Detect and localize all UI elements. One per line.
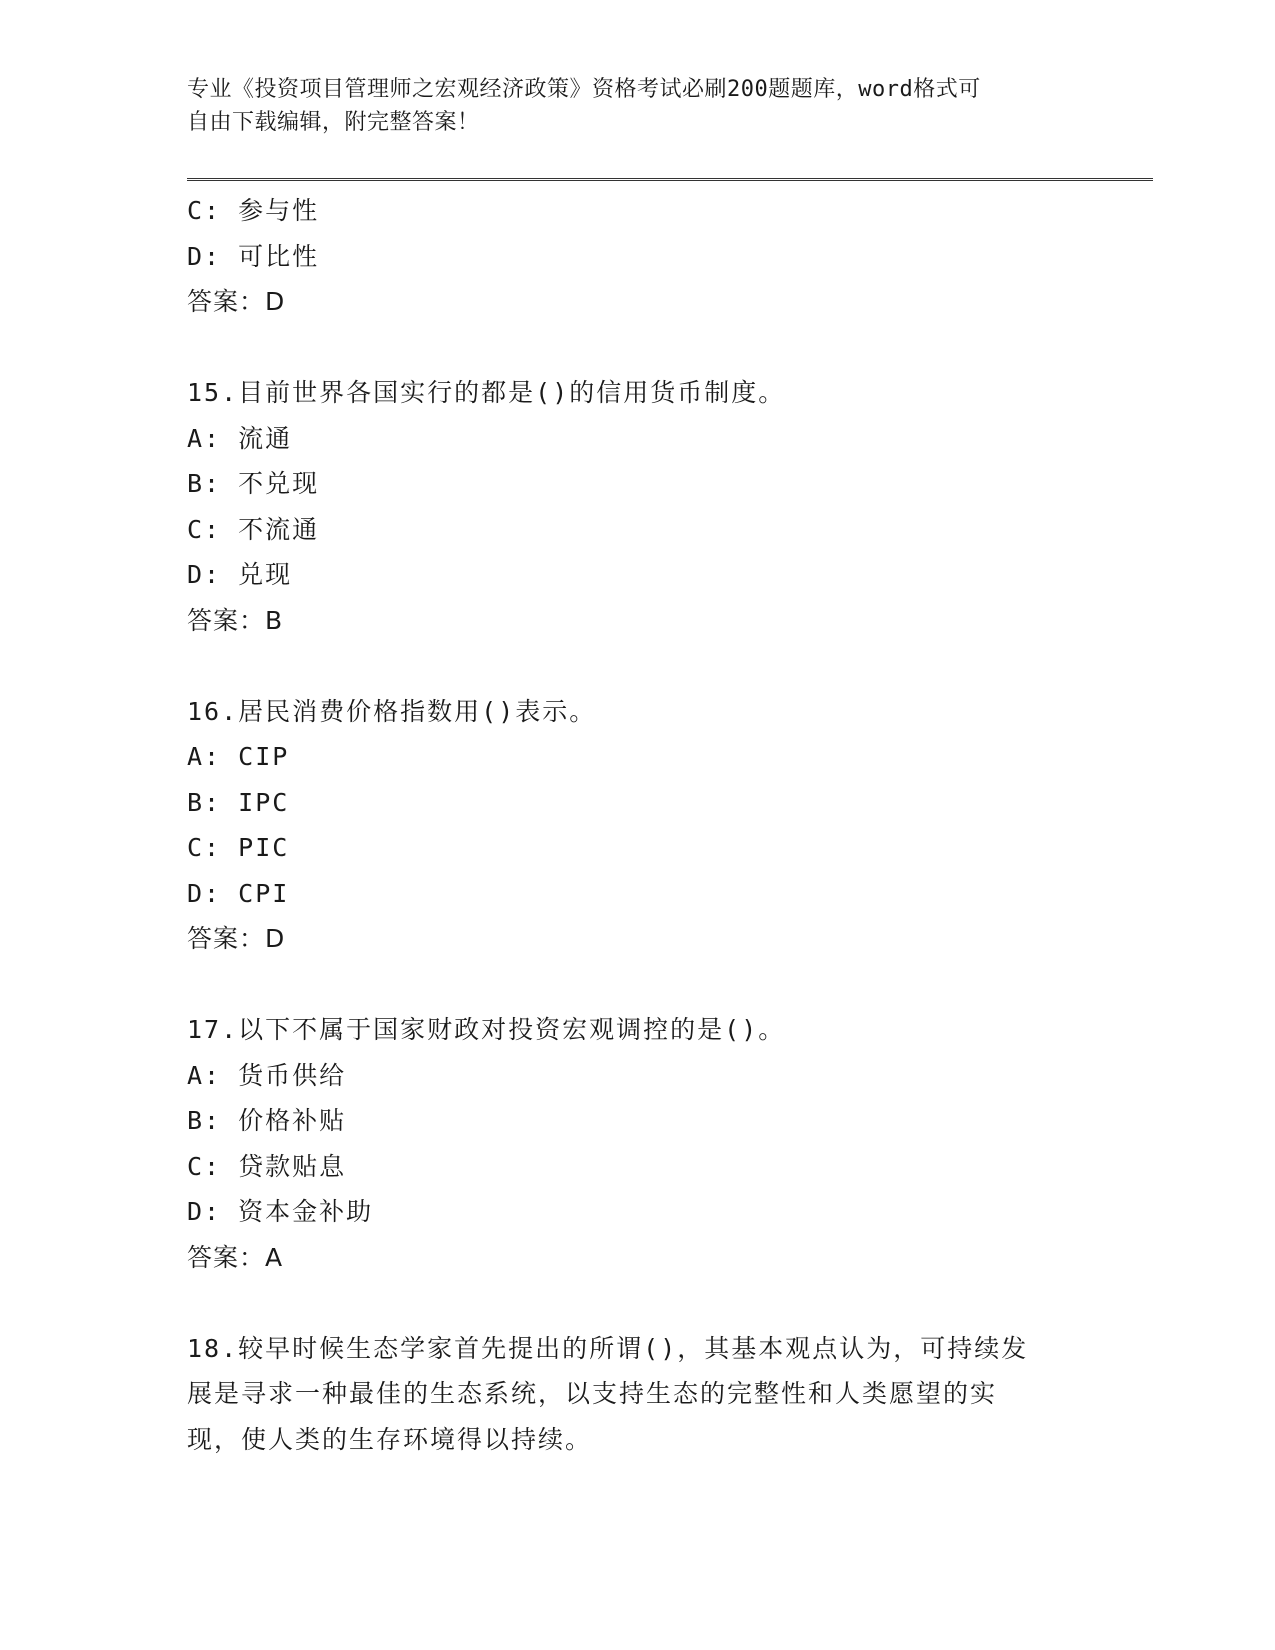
header-line-1: 专业《投资项目管理师之宏观经济政策》资格考试必刷200题题库，word格式可 xyxy=(187,77,981,102)
spacer xyxy=(187,325,1087,371)
answer-line: 答案：B xyxy=(187,605,284,635)
option-c: C: 参与性 xyxy=(187,196,320,225)
page-header xyxy=(187,73,1087,139)
question-stem-line-1: 18.较早时候生态学家首先提出的所谓()，其基本观点认为，可持续发 xyxy=(187,1333,1029,1363)
option-d: D: 资本金补助 xyxy=(187,1197,374,1226)
option-a: A: 流通 xyxy=(187,423,293,453)
option-b: B: 不兑现 xyxy=(187,469,320,498)
header-line-2: 自由下载编辑，附完整答案！ xyxy=(187,110,480,135)
option-c: C: 贷款贴息 xyxy=(187,1151,347,1181)
option-d: D: 可比性 xyxy=(187,241,320,271)
question-stem: 17.以下不属于国家财政对投资宏观调控的是()。 xyxy=(187,1015,786,1044)
answer-line: 答案：A xyxy=(187,1242,284,1272)
option-a: A: 货币供给 xyxy=(187,1060,347,1090)
spacer xyxy=(187,643,1087,689)
option-c: C: 不流通 xyxy=(187,514,320,544)
question-stem-line-3: 现，使人类的生存环境得以持续。 xyxy=(187,1424,593,1454)
answer-line: 答案：D xyxy=(187,924,286,953)
option-c: C: PIC xyxy=(187,833,290,862)
option-d: D: 兑现 xyxy=(187,560,293,589)
option-a: A: CIP xyxy=(187,742,290,771)
option-d: D: CPI xyxy=(187,878,290,908)
document-body xyxy=(187,188,1087,1462)
option-b: B: IPC xyxy=(187,787,290,817)
question-stem-line-2: 展是寻求一种最佳的生态系统，以支持生态的完整性和人类愿望的实 xyxy=(187,1379,998,1408)
answer-line: 答案：D xyxy=(187,287,286,316)
question-stem: 16.居民消费价格指数用()表示。 xyxy=(187,696,597,726)
header-divider xyxy=(187,178,1153,181)
spacer xyxy=(187,1280,1087,1326)
option-b: B: 价格补贴 xyxy=(187,1106,347,1135)
question-stem: 15.目前世界各国实行的都是()的信用货币制度。 xyxy=(187,378,786,407)
spacer xyxy=(187,962,1087,1008)
